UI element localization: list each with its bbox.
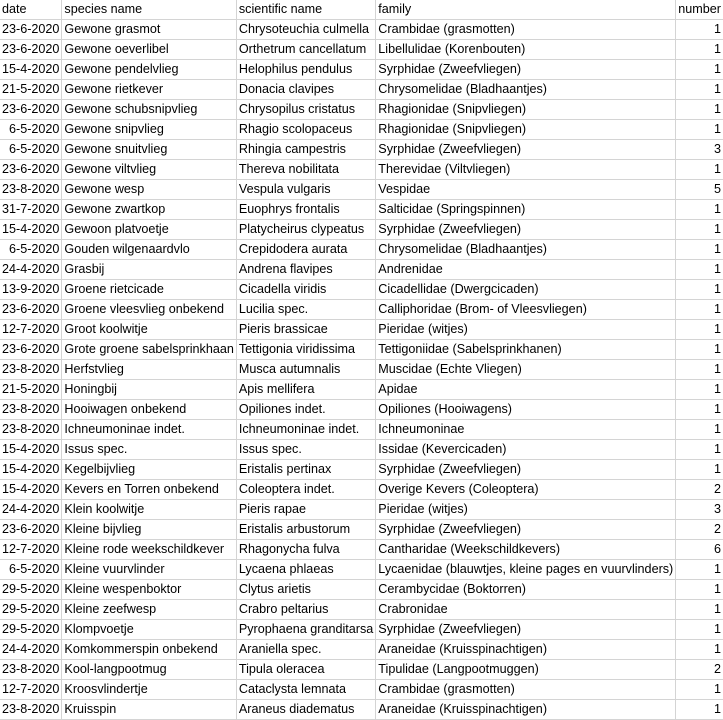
cell-species-name[interactable]: Grasbij xyxy=(62,260,236,280)
cell-species-name[interactable]: Honingbij xyxy=(62,380,236,400)
table-row xyxy=(0,460,723,480)
cell-number[interactable]: 1 xyxy=(676,160,723,180)
cell-species-name[interactable]: Gewone snuitvlieg xyxy=(62,140,236,160)
table-row xyxy=(0,580,723,600)
cell-scientific-name[interactable]: Pyrophaena granditarsa xyxy=(236,620,375,640)
table-row xyxy=(0,500,723,520)
cell-date[interactable]: 15-4-2020 xyxy=(0,440,62,460)
cell-number[interactable]: 1 xyxy=(676,80,723,100)
cell-species-name[interactable]: Ichneumoninae indet. xyxy=(62,420,236,440)
cell-scientific-name[interactable]: Andrena flavipes xyxy=(236,260,375,280)
table-body xyxy=(0,20,723,720)
table-row xyxy=(0,240,723,260)
cell-species-name[interactable]: Gouden wilgenaardvlo xyxy=(62,240,236,260)
table-row xyxy=(0,680,723,700)
table-row xyxy=(0,140,723,160)
cell-number[interactable]: 1 xyxy=(676,280,723,300)
cell-family[interactable]: Muscidae (Echte Vliegen) xyxy=(376,360,676,380)
cell-number[interactable]: 1 xyxy=(676,220,723,240)
cell-scientific-name[interactable]: Apis mellifera xyxy=(236,380,375,400)
cell-family[interactable]: Chrysomelidae (Bladhaantjes) xyxy=(376,80,676,100)
cell-species-name[interactable]: Gewone schubsnipvlieg xyxy=(62,100,236,120)
cell-scientific-name[interactable]: Eristalis arbustorum xyxy=(236,520,375,540)
cell-number[interactable]: 1 xyxy=(676,420,723,440)
cell-family[interactable]: Araneidae (Kruisspinachtigen) xyxy=(376,700,676,720)
cell-date[interactable]: 6-5-2020 xyxy=(0,140,62,160)
cell-date[interactable]: 12-7-2020 xyxy=(0,540,62,560)
cell-number[interactable]: 1 xyxy=(676,680,723,700)
cell-scientific-name[interactable]: Donacia clavipes xyxy=(236,80,375,100)
cell-scientific-name[interactable]: Helophilus pendulus xyxy=(236,60,375,80)
table-row xyxy=(0,260,723,280)
cell-date[interactable]: 31-7-2020 xyxy=(0,200,62,220)
table-row xyxy=(0,280,723,300)
cell-date[interactable]: 29-5-2020 xyxy=(0,580,62,600)
cell-species-name[interactable]: Gewone oeverlibel xyxy=(62,40,236,60)
cell-scientific-name[interactable]: Cataclysta lemnata xyxy=(236,680,375,700)
table-row xyxy=(0,700,723,720)
table-row xyxy=(0,200,723,220)
table-row xyxy=(0,320,723,340)
cell-number[interactable]: 2 xyxy=(676,520,723,540)
cell-date[interactable]: 23-8-2020 xyxy=(0,700,62,720)
cell-number[interactable]: 1 xyxy=(676,380,723,400)
cell-species-name[interactable]: Gewone snipvlieg xyxy=(62,120,236,140)
table-row xyxy=(0,660,723,680)
table-row xyxy=(0,620,723,640)
cell-number[interactable]: 5 xyxy=(676,180,723,200)
cell-date[interactable]: 23-8-2020 xyxy=(0,400,62,420)
cell-date[interactable]: 23-6-2020 xyxy=(0,300,62,320)
cell-species-name[interactable]: Gewone viltvlieg xyxy=(62,160,236,180)
cell-scientific-name[interactable]: Rhagio scolopaceus xyxy=(236,120,375,140)
cell-family[interactable]: Calliphoridae (Brom- of Vleesvliegen) xyxy=(376,300,676,320)
cell-species-name[interactable]: Klein koolwitje xyxy=(62,500,236,520)
cell-scientific-name[interactable]: Thereva nobilitata xyxy=(236,160,375,180)
cell-date[interactable]: 13-9-2020 xyxy=(0,280,62,300)
cell-date[interactable]: 12-7-2020 xyxy=(0,680,62,700)
cell-species-name[interactable]: Groot koolwitje xyxy=(62,320,236,340)
cell-number[interactable]: 1 xyxy=(676,320,723,340)
cell-family[interactable]: Salticidae (Springspinnen) xyxy=(376,200,676,220)
cell-number[interactable]: 1 xyxy=(676,240,723,260)
cell-family[interactable]: Syrphidae (Zweefvliegen) xyxy=(376,140,676,160)
cell-family[interactable]: Syrphidae (Zweefvliegen) xyxy=(376,220,676,240)
cell-date[interactable]: 23-8-2020 xyxy=(0,180,62,200)
cell-scientific-name[interactable]: Rhingia campestris xyxy=(236,140,375,160)
cell-scientific-name[interactable]: Eristalis pertinax xyxy=(236,460,375,480)
cell-family[interactable]: Tipulidae (Langpootmuggen) xyxy=(376,660,676,680)
cell-number[interactable]: 3 xyxy=(676,500,723,520)
cell-date[interactable]: 15-4-2020 xyxy=(0,460,62,480)
cell-species-name[interactable]: Kegelbijvlieg xyxy=(62,460,236,480)
cell-number[interactable]: 3 xyxy=(676,140,723,160)
header-family[interactable]: family xyxy=(376,0,676,20)
cell-species-name[interactable]: Kleine zeefwesp xyxy=(62,600,236,620)
cell-family[interactable]: Lycaenidae (blauwtjes, kleine pages en vuurvlinders) xyxy=(376,560,676,580)
cell-species-name[interactable]: Gewone zwartkop xyxy=(62,200,236,220)
header-date[interactable]: date xyxy=(0,0,62,20)
cell-number[interactable]: 1 xyxy=(676,440,723,460)
cell-number[interactable]: 1 xyxy=(676,20,723,40)
cell-number[interactable]: 2 xyxy=(676,480,723,500)
cell-number[interactable]: 1 xyxy=(676,700,723,720)
cell-date[interactable]: 23-6-2020 xyxy=(0,100,62,120)
cell-scientific-name[interactable]: Chrysopilus cristatus xyxy=(236,100,375,120)
cell-date[interactable]: 15-4-2020 xyxy=(0,220,62,240)
cell-scientific-name[interactable]: Araniella spec. xyxy=(236,640,375,660)
cell-number[interactable]: 1 xyxy=(676,300,723,320)
cell-family[interactable]: Araneidae (Kruisspinachtigen) xyxy=(376,640,676,660)
cell-species-name[interactable]: Issus spec. xyxy=(62,440,236,460)
cell-species-name[interactable]: Gewoon platvoetje xyxy=(62,220,236,240)
cell-date[interactable]: 29-5-2020 xyxy=(0,620,62,640)
cell-date[interactable]: 23-8-2020 xyxy=(0,660,62,680)
cell-number[interactable]: 1 xyxy=(676,400,723,420)
cell-scientific-name[interactable]: Tipula oleracea xyxy=(236,660,375,680)
cell-scientific-name[interactable]: Ichneumoninae indet. xyxy=(236,420,375,440)
cell-date[interactable]: 6-5-2020 xyxy=(0,240,62,260)
cell-date[interactable]: 23-6-2020 xyxy=(0,160,62,180)
cell-family[interactable]: Cantharidae (Weekschildkevers) xyxy=(376,540,676,560)
cell-scientific-name[interactable]: Clytus arietis xyxy=(236,580,375,600)
cell-scientific-name[interactable]: Lycaena phlaeas xyxy=(236,560,375,580)
cell-date[interactable]: 23-6-2020 xyxy=(0,40,62,60)
cell-family[interactable]: Ichneumoninae xyxy=(376,420,676,440)
cell-scientific-name[interactable]: Coleoptera indet. xyxy=(236,480,375,500)
cell-date[interactable]: 6-5-2020 xyxy=(0,560,62,580)
cell-family[interactable]: Opiliones (Hooiwagens) xyxy=(376,400,676,420)
cell-date[interactable]: 29-5-2020 xyxy=(0,600,62,620)
header-species-name[interactable]: species name xyxy=(62,0,236,20)
table-row xyxy=(0,520,723,540)
header-scientific-name[interactable]: scientific name xyxy=(236,0,375,20)
cell-scientific-name[interactable]: Rhagonycha fulva xyxy=(236,540,375,560)
cell-number[interactable]: 1 xyxy=(676,580,723,600)
cell-species-name[interactable]: Gewone rietkever xyxy=(62,80,236,100)
table-row xyxy=(0,480,723,500)
cell-species-name[interactable]: Kleine rode weekschildkever xyxy=(62,540,236,560)
cell-family[interactable]: Therevidae (Viltvliegen) xyxy=(376,160,676,180)
cell-family[interactable]: Crambidae (grasmotten) xyxy=(376,20,676,40)
cell-scientific-name[interactable]: Crepidodera aurata xyxy=(236,240,375,260)
cell-scientific-name[interactable]: Platycheirus clypeatus xyxy=(236,220,375,240)
cell-species-name[interactable]: Herfstvlieg xyxy=(62,360,236,380)
cell-family[interactable]: Libellulidae (Korenbouten) xyxy=(376,40,676,60)
cell-scientific-name[interactable]: Musca autumnalis xyxy=(236,360,375,380)
cell-family[interactable]: Overige Kevers (Coleoptera) xyxy=(376,480,676,500)
table-row xyxy=(0,380,723,400)
cell-number[interactable]: 1 xyxy=(676,640,723,660)
cell-family[interactable]: Crabronidae xyxy=(376,600,676,620)
cell-date[interactable]: 6-5-2020 xyxy=(0,120,62,140)
cell-number[interactable]: 1 xyxy=(676,460,723,480)
cell-scientific-name[interactable]: Lucilia spec. xyxy=(236,300,375,320)
cell-date[interactable]: 21-5-2020 xyxy=(0,80,62,100)
cell-species-name[interactable]: Kroosvlindertje xyxy=(62,680,236,700)
cell-species-name[interactable]: Kleine wespenboktor xyxy=(62,580,236,600)
cell-number[interactable]: 1 xyxy=(676,60,723,80)
cell-species-name[interactable]: Klompvoetje xyxy=(62,620,236,640)
cell-number[interactable]: 1 xyxy=(676,120,723,140)
cell-family[interactable]: Vespidae xyxy=(376,180,676,200)
table-row xyxy=(0,40,723,60)
cell-date[interactable]: 24-4-2020 xyxy=(0,500,62,520)
cell-species-name[interactable]: Hooiwagen onbekend xyxy=(62,400,236,420)
cell-species-name[interactable]: Grote groene sabelsprinkhaan xyxy=(62,340,236,360)
cell-species-name[interactable]: Gewone pendelvlieg xyxy=(62,60,236,80)
cell-number[interactable]: 1 xyxy=(676,600,723,620)
table-row xyxy=(0,220,723,240)
table-row xyxy=(0,420,723,440)
cell-family[interactable]: Crambidae (grasmotten) xyxy=(376,680,676,700)
table-row xyxy=(0,160,723,180)
cell-date[interactable]: 23-8-2020 xyxy=(0,420,62,440)
cell-family[interactable]: Cicadellidae (Dwergcicaden) xyxy=(376,280,676,300)
table-row xyxy=(0,20,723,40)
cell-scientific-name[interactable]: Orthetrum cancellatum xyxy=(236,40,375,60)
cell-date[interactable]: 21-5-2020 xyxy=(0,380,62,400)
table-row xyxy=(0,80,723,100)
cell-scientific-name[interactable]: Crabro peltarius xyxy=(236,600,375,620)
cell-date[interactable]: 23-8-2020 xyxy=(0,360,62,380)
cell-scientific-name[interactable]: Vespula vulgaris xyxy=(236,180,375,200)
cell-scientific-name[interactable]: Issus spec. xyxy=(236,440,375,460)
cell-scientific-name[interactable]: Opiliones indet. xyxy=(236,400,375,420)
table-row xyxy=(0,180,723,200)
table-row xyxy=(0,640,723,660)
cell-species-name[interactable]: Kevers en Torren onbekend xyxy=(62,480,236,500)
cell-scientific-name[interactable]: Tettigonia viridissima xyxy=(236,340,375,360)
cell-scientific-name[interactable]: Cicadella viridis xyxy=(236,280,375,300)
table-row xyxy=(0,400,723,420)
cell-species-name[interactable]: Kool-langpootmug xyxy=(62,660,236,680)
cell-date[interactable]: 24-4-2020 xyxy=(0,260,62,280)
table-row xyxy=(0,360,723,380)
cell-family[interactable]: Pieridae (witjes) xyxy=(376,500,676,520)
table-row xyxy=(0,120,723,140)
cell-species-name[interactable]: Gewone wesp xyxy=(62,180,236,200)
cell-family[interactable]: Chrysomelidae (Bladhaantjes) xyxy=(376,240,676,260)
table-row xyxy=(0,560,723,580)
cell-family[interactable]: Syrphidae (Zweefvliegen) xyxy=(376,520,676,540)
cell-number[interactable]: 1 xyxy=(676,340,723,360)
cell-family[interactable]: Rhagionidae (Snipvliegen) xyxy=(376,120,676,140)
cell-number[interactable]: 1 xyxy=(676,560,723,580)
cell-date[interactable]: 12-7-2020 xyxy=(0,320,62,340)
cell-date[interactable]: 24-4-2020 xyxy=(0,640,62,660)
table-row xyxy=(0,340,723,360)
cell-date[interactable]: 23-6-2020 xyxy=(0,20,62,40)
table-row xyxy=(0,60,723,80)
cell-scientific-name[interactable]: Euophrys frontalis xyxy=(236,200,375,220)
cell-family[interactable]: Apidae xyxy=(376,380,676,400)
cell-family[interactable]: Rhagionidae (Snipvliegen) xyxy=(376,100,676,120)
cell-family[interactable]: Issidae (Kevercicaden) xyxy=(376,440,676,460)
cell-species-name[interactable]: Groene vleesvlieg onbekend xyxy=(62,300,236,320)
cell-family[interactable]: Tettigoniidae (Sabelsprinkhanen) xyxy=(376,340,676,360)
cell-family[interactable]: Syrphidae (Zweefvliegen) xyxy=(376,620,676,640)
cell-number[interactable]: 1 xyxy=(676,200,723,220)
cell-family[interactable]: Cerambycidae (Boktorren) xyxy=(376,580,676,600)
cell-scientific-name[interactable]: Araneus diadematus xyxy=(236,700,375,720)
cell-date[interactable]: 15-4-2020 xyxy=(0,480,62,500)
cell-number[interactable]: 6 xyxy=(676,540,723,560)
cell-family[interactable]: Syrphidae (Zweefvliegen) xyxy=(376,60,676,80)
cell-number[interactable]: 1 xyxy=(676,620,723,640)
cell-family[interactable]: Andrenidae xyxy=(376,260,676,280)
cell-species-name[interactable]: Groene rietcicade xyxy=(62,280,236,300)
table-row xyxy=(0,100,723,120)
cell-date[interactable]: 23-6-2020 xyxy=(0,340,62,360)
cell-species-name[interactable]: Gewone grasmot xyxy=(62,20,236,40)
cell-family[interactable]: Syrphidae (Zweefvliegen) xyxy=(376,460,676,480)
cell-date[interactable]: 23-6-2020 xyxy=(0,520,62,540)
cell-species-name[interactable]: Kleine vuurvlinder xyxy=(62,560,236,580)
cell-scientific-name[interactable]: Pieris brassicae xyxy=(236,320,375,340)
header-number[interactable]: number xyxy=(676,0,723,20)
cell-scientific-name[interactable]: Chrysoteuchia culmella xyxy=(236,20,375,40)
cell-date[interactable]: 15-4-2020 xyxy=(0,60,62,80)
cell-number[interactable]: 1 xyxy=(676,260,723,280)
cell-family[interactable]: Pieridae (witjes) xyxy=(376,320,676,340)
cell-number[interactable]: 1 xyxy=(676,40,723,60)
cell-species-name[interactable]: Kruisspin xyxy=(62,700,236,720)
cell-scientific-name[interactable]: Pieris rapae xyxy=(236,500,375,520)
table-row xyxy=(0,300,723,320)
cell-number[interactable]: 1 xyxy=(676,360,723,380)
header-row xyxy=(0,0,723,20)
table-row xyxy=(0,540,723,560)
cell-species-name[interactable]: Komkommerspin onbekend xyxy=(62,640,236,660)
table-row xyxy=(0,440,723,460)
cell-species-name[interactable]: Kleine bijvlieg xyxy=(62,520,236,540)
cell-number[interactable]: 2 xyxy=(676,660,723,680)
table-row xyxy=(0,600,723,620)
cell-number[interactable]: 1 xyxy=(676,100,723,120)
